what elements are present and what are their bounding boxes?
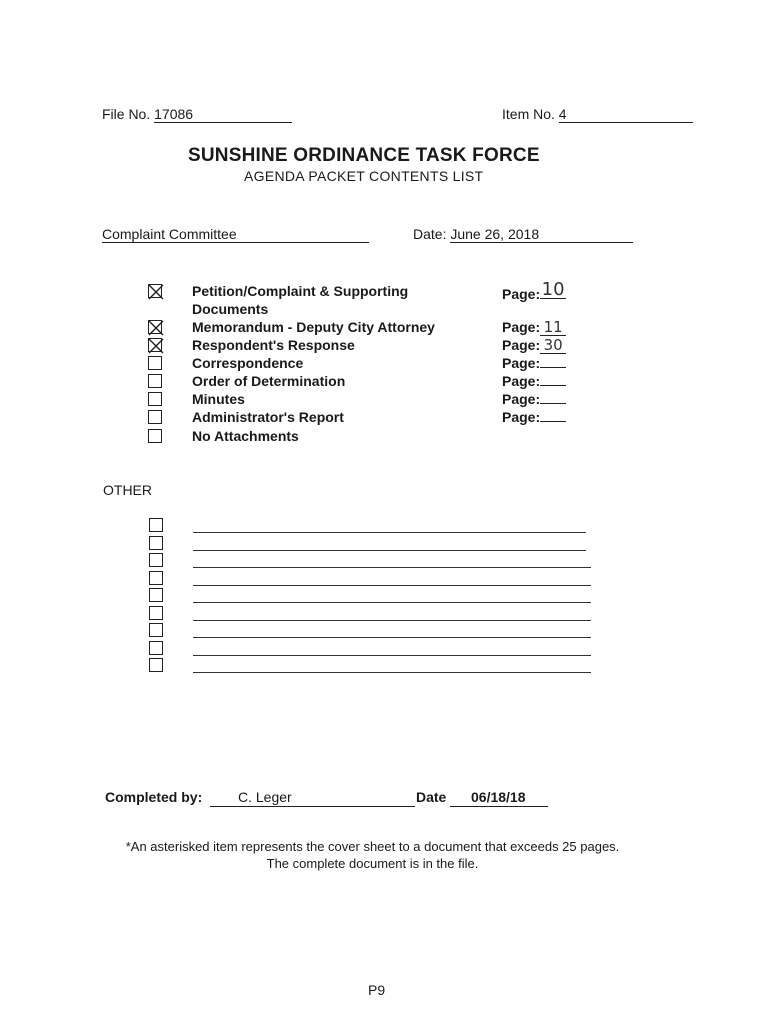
other-checkbox[interactable] (149, 658, 163, 672)
item-checkbox[interactable] (148, 410, 162, 424)
item-label (192, 408, 344, 426)
page-subtitle: AGENDA PACKET CONTENTS LIST (244, 168, 484, 184)
item-checkbox[interactable] (148, 429, 162, 443)
item-label (192, 390, 245, 408)
other-entry-line[interactable] (193, 602, 591, 603)
footnote-line-1: *An asterisked item represents the cover sheet to a document that exceeds 25 pages. (125, 839, 620, 854)
item-number-value: 4 (559, 106, 693, 123)
item-label (192, 318, 435, 336)
checkmark-x-icon (148, 320, 164, 336)
meeting-date-value: June 26, 2018 (450, 226, 633, 243)
other-entry-line[interactable] (193, 655, 591, 656)
page-number-value: 11 (540, 319, 566, 336)
footnote-line-2: The complete document is in the file. (266, 856, 479, 871)
checkmark-x-icon (148, 338, 164, 354)
other-checkbox[interactable] (149, 553, 163, 567)
other-entry-line[interactable] (193, 620, 591, 621)
completed-by-name: C. Leger (238, 789, 292, 805)
item-page-field (502, 408, 566, 426)
file-number-value: 17086 (154, 106, 292, 123)
other-checkbox[interactable] (149, 623, 163, 637)
completed-date-value: 06/18/18 (471, 789, 526, 805)
meeting-date-field (413, 226, 633, 243)
other-entry-line[interactable] (193, 585, 591, 586)
item-checkbox[interactable] (148, 284, 162, 298)
page-number-value (540, 403, 566, 404)
page-number-value (540, 367, 566, 368)
item-label (192, 336, 355, 354)
other-heading: OTHER (103, 482, 152, 498)
file-number-label: File No. (102, 106, 151, 122)
footnote (0, 838, 745, 872)
page-label: Page: (502, 337, 541, 353)
item-label-text-continued: Documents (192, 301, 269, 317)
other-checkbox[interactable] (149, 571, 163, 585)
item-label (192, 427, 299, 445)
item-checkbox[interactable] (148, 320, 162, 334)
item-label-text: Order of Determination (192, 373, 346, 389)
item-label (192, 282, 408, 318)
meeting-date-label: Date: (413, 226, 447, 242)
item-page-field (502, 336, 566, 354)
item-number-field (502, 106, 693, 123)
completed-date-label: Date (416, 789, 447, 805)
item-label-text: Memorandum - Deputy City Attorney (192, 319, 435, 335)
page-number-value: 30 (540, 337, 566, 354)
other-checkbox[interactable] (149, 641, 163, 655)
item-page-field (502, 372, 566, 390)
item-checkbox[interactable] (148, 338, 162, 352)
file-number-field (102, 106, 292, 123)
item-label-text: Correspondence (192, 355, 304, 371)
other-checkbox[interactable] (149, 606, 163, 620)
page-number-value: 10 (541, 279, 565, 300)
other-entry-line[interactable] (193, 550, 586, 551)
other-entry-line[interactable] (193, 532, 586, 533)
checkmark-x-icon (148, 284, 164, 300)
item-page-field (502, 279, 566, 303)
item-checkbox[interactable] (148, 356, 162, 370)
item-label-text: Administrator's Report (192, 409, 344, 425)
item-label-text: Minutes (192, 391, 245, 407)
page-number-value (540, 421, 566, 422)
page-label: Page: (502, 355, 541, 371)
item-page-field (502, 390, 566, 408)
page-label: Page: (502, 286, 541, 302)
completed-by-label: Completed by: (105, 789, 203, 805)
page-title: SUNSHINE ORDINANCE TASK FORCE (188, 145, 540, 166)
item-number-label: Item No. (502, 106, 555, 122)
item-checkbox[interactable] (148, 374, 162, 388)
item-page-field (502, 354, 566, 372)
other-entry-line[interactable] (193, 637, 591, 638)
other-entry-line[interactable] (193, 672, 591, 673)
page-label: Page: (502, 409, 541, 425)
item-label (192, 354, 303, 372)
other-entry-line[interactable] (193, 567, 591, 568)
other-checkbox[interactable] (149, 518, 163, 532)
page-number-value (540, 385, 566, 386)
item-checkbox[interactable] (148, 392, 162, 406)
item-label-text: Respondent's Response (192, 337, 355, 353)
committee-name: Complaint Committee (102, 226, 369, 243)
other-checkbox[interactable] (149, 588, 163, 602)
item-label-text: No Attachments (192, 428, 299, 444)
completed-by-field (210, 788, 415, 807)
item-page-field (502, 318, 566, 336)
page-label: Page: (502, 391, 541, 407)
item-label (192, 372, 345, 390)
page-label: Page: (502, 373, 541, 389)
other-checkbox[interactable] (149, 536, 163, 550)
completed-date-field (450, 788, 548, 807)
page-label: Page: (502, 319, 541, 335)
item-label-text: Petition/Complaint & Supporting (192, 283, 409, 299)
page-number: P9 (368, 982, 386, 998)
